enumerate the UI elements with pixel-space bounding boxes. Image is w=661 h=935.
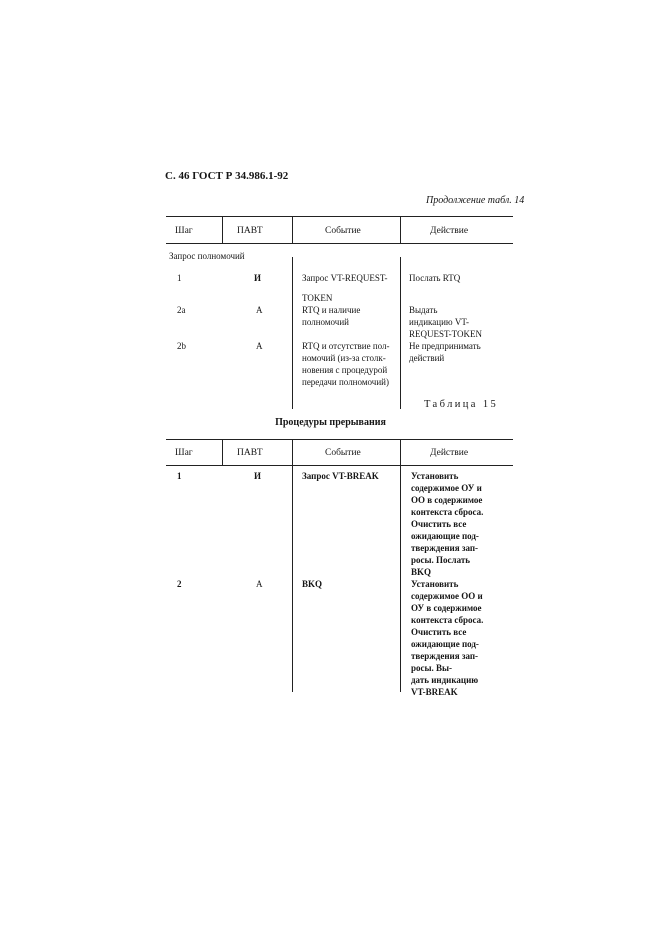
table14-section-title: Запрос полномочий [169,251,245,261]
table15-row1-action-line: росы. Послать [411,555,471,565]
table15-row2-action-line: ожидающие под- [411,639,479,649]
table14-row2a-event-line: RTQ и наличие [302,305,361,315]
table15-header-rule [166,465,513,466]
table14-row2a-step: 2a [177,305,186,315]
table14-row1-event-line: Запрос VT-REQUEST- [302,273,388,283]
table15-row1-event-line: Запрос VT-BREAK [302,471,379,481]
table15-row2-action-line: содержимое ОО и [411,591,483,601]
table15-top-rule [166,439,513,440]
table14-top-rule [166,216,513,217]
table14-row1-event-line: TOKEN [302,293,333,303]
table15-row2-action-line: контекста сброса. [411,615,484,625]
table14-col-divider [400,216,401,243]
table14-header-action: Действие [430,226,469,236]
table15-row2-state: А [256,579,263,589]
table15-row2-action-line: Установить [411,579,459,589]
table14-row2a-action-line: индикацию VT- [409,317,470,327]
table14-row1-action-line: Послать RTQ [409,273,461,283]
table15-header-action: Действие [430,448,469,458]
table15-row2-action-line: ОУ в содержимое [411,603,482,613]
table15-row2-action-line: тверждения зап- [411,651,479,661]
table14-row1-state: И [254,273,262,283]
table15-header-state: ПАВТ [237,448,263,458]
table15-caption: Процедуры прерывания [275,417,386,428]
table15-row1-action-line: содержимое ОУ и [411,483,482,493]
table15-row2-action-line: VT-BREAK [411,687,458,697]
table15-col-divider [400,439,401,692]
table15-row1-action-line: тверждения зап- [411,543,479,553]
table15-row2-action-line: росы. Вы- [411,663,453,673]
table15-row2-action-line: дать индикацию [411,675,479,685]
table15-row1-action-line: ОО в содержимое [411,495,483,505]
table14-row2a-action-line: REQUEST-TOKEN [409,329,483,339]
table14-header-step: Шаг [175,226,193,236]
table14-header-state: ПАВТ [237,226,263,236]
table15-row2-step: 2 [177,579,182,589]
table14-row2a-action-line: Выдать [409,305,438,315]
table14-row2a-event-line: полномочий [302,317,349,327]
table14-row2b-event-line: номочий (из-за столк- [302,353,386,363]
continuation-note: Продолжение табл. 14 [426,195,525,206]
table14-row2b-state: А [256,341,263,351]
table14-row2b-action-line: действий [409,353,445,363]
table15-row1-action-line: контекста сброса. [411,507,484,517]
table14-col-divider [292,257,293,409]
table14-row1-step: 1 [177,273,182,283]
table14-header-event: Событие [325,226,361,236]
table15-number: Таблица 15 [424,399,499,410]
table14-col-divider [222,216,223,243]
table15-row1-action-line: Установить [411,471,459,481]
table14-row2b-event-line: RTQ и отсутствие пол- [302,341,390,351]
table15-col-divider [222,439,223,465]
table15-row1-step: 1 [177,471,182,481]
table14-row2a-state: А [256,305,263,315]
table14-row2b-step: 2b [177,341,186,351]
table15-col-divider [292,439,293,692]
table14-col-divider [400,257,401,409]
table15-header-step: Шаг [175,448,193,458]
table14-row2b-event-line: новения с процедурой [302,365,388,375]
table15-row2-action-line: Очистить все [411,627,467,637]
table15-header-event: Событие [325,448,361,458]
table15-row1-action-line: Очистить все [411,519,467,529]
table15-row1-action-line: ожидающие под- [411,531,479,541]
table15-row1-action-line: BKQ [411,567,432,577]
table14-row2b-action-line: Не предпринимать [409,341,481,351]
page-header: С. 46 ГОСТ Р 34.986.1-92 [165,170,289,182]
table14-row2b-event-line: передачи полномочий) [302,377,389,387]
table14-col-divider [292,216,293,243]
table14-header-rule [166,243,513,244]
table15-row2-event-line: BKQ [302,579,323,589]
table15-row1-state: И [254,471,262,481]
